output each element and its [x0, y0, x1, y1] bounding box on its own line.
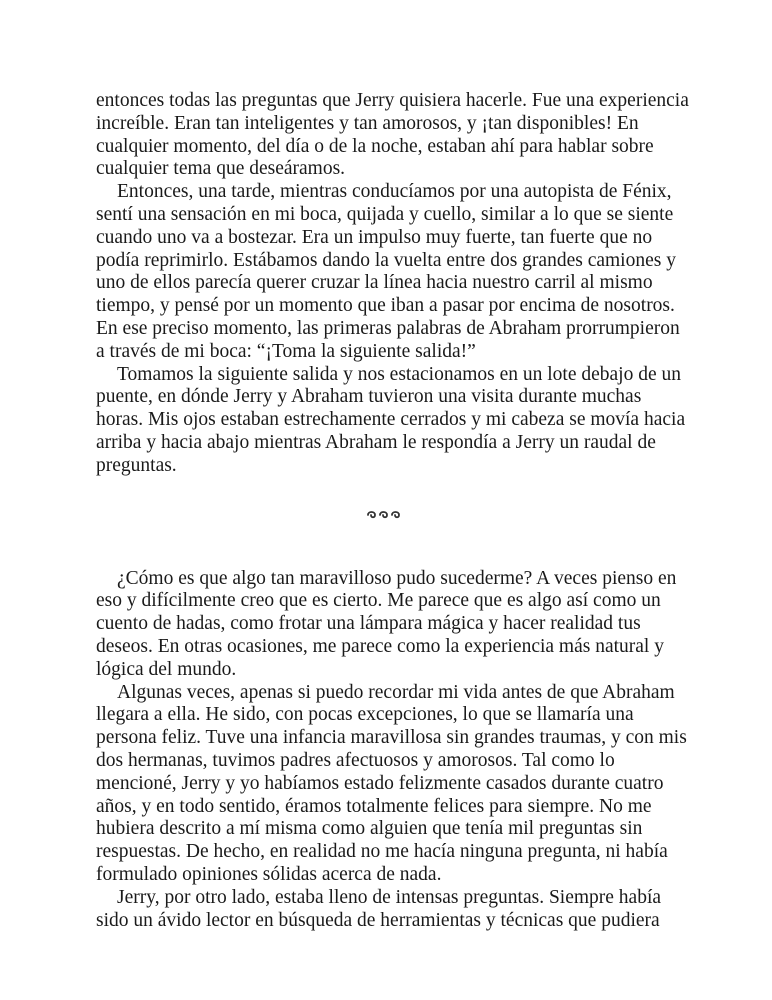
- book-page: [96, 90, 689, 932]
- text-line: preguntas.: [96, 454, 177, 476]
- text-line: dos hermanas, tuvimos padres afectuosos y amorosos. Tal como lo: [96, 749, 615, 771]
- text-line: eso y difícilmente creo que es cierto. Me parece que es algo así como un: [96, 590, 661, 612]
- text-line: respuestas. De hecho, en realidad no me hacía ninguna pregunta, ni había: [96, 841, 668, 863]
- text-line: increíble. Eran tan inteligentes y tan amorosos, y ¡tan disponibles! En: [96, 112, 639, 134]
- text-line: arriba y hacia abajo mientras Abraham le respondía a Jerry un raudal de: [96, 431, 656, 453]
- text-line: entonces todas las preguntas que Jerry quisiera hacerle. Fue una experiencia: [96, 90, 689, 111]
- text-line: persona feliz. Tuve una infancia maravillosa sin grandes traumas, y con mis: [96, 727, 687, 749]
- text-line: Jerry, por otro lado, estaba lleno de intensas preguntas. Siempre había: [117, 886, 662, 908]
- text-line: Tomamos la siguiente salida y nos estacionamos en un lote debajo de un: [117, 363, 682, 385]
- text-line: hubiera descrito a mí misma como alguien que tenía mil preguntas sin: [96, 818, 643, 840]
- text-line: mencioné, Jerry y yo habíamos estado felizmente casados durante cuatro: [96, 772, 664, 794]
- section-1: [96, 90, 689, 478]
- text-line: deseos. En otras ocasiones, me parece como la experiencia más natural y: [96, 635, 664, 657]
- text-line: Algunas veces, apenas si puedo recordar mi vida antes de que Abraham: [117, 681, 675, 703]
- text-line: puente, en dónde Jerry y Abraham tuvieron una visita durante muchas: [96, 386, 642, 408]
- text-line: podía reprimirlo. Estábamos dando la vuelta entre dos grandes camiones y: [96, 249, 676, 271]
- text-line: cualquier tema que deseáramos.: [96, 158, 346, 180]
- text-line: cualquier momento, del día o de la noche, estaban ahí para hablar sobre: [96, 135, 654, 157]
- text-line: años, y en todo sentido, éramos totalmente felices para siempre. No me: [96, 795, 652, 817]
- text-line: cuando uno va a bostezar. Era un impulso muy fuerte, tan fuerte que no: [96, 226, 653, 248]
- section-break: [96, 478, 686, 568]
- text-line: sido un ávido lector en búsqueda de herramientas y técnicas que pudiera: [96, 909, 660, 931]
- section-2: [96, 568, 686, 933]
- text-line: a través de mi boca: “¡Toma la siguiente salida!”: [96, 340, 476, 362]
- text-line: En ese preciso momento, las primeras palabras de Abraham prorrumpieron: [96, 317, 680, 339]
- text-line: formulado opiniones sólidas acerca de nada.: [96, 863, 442, 885]
- text-line: llegara a ella. He sido, con pocas excepciones, lo que se llamaría una: [96, 704, 634, 726]
- text-line: horas. Mis ojos estaban estrechamente cerrados y mi cabeza se movía hacia: [96, 409, 686, 431]
- text-line: ¿Cómo es que algo tan maravilloso pudo sucederme? A veces pienso en: [117, 567, 677, 589]
- text-line: sentí una sensación en mi boca, quijada y cuello, similar a lo que se siente: [96, 203, 674, 225]
- text-line: Entonces, una tarde, mientras conducíamos por una autopista de Fénix,: [117, 181, 672, 203]
- text-line: uno de ellos parecía querer cruzar la línea hacia nuestro carril al mismo: [96, 272, 653, 294]
- text-line: cuento de hadas, como frotar una lámpara mágica y hacer realidad tus: [96, 613, 641, 635]
- three-swirls-ornament-icon: [366, 508, 402, 522]
- text-line: tiempo, y pensé por un momento que iban a pasar por encima de nosotros.: [96, 295, 675, 317]
- text-line: lógica del mundo.: [96, 658, 237, 680]
